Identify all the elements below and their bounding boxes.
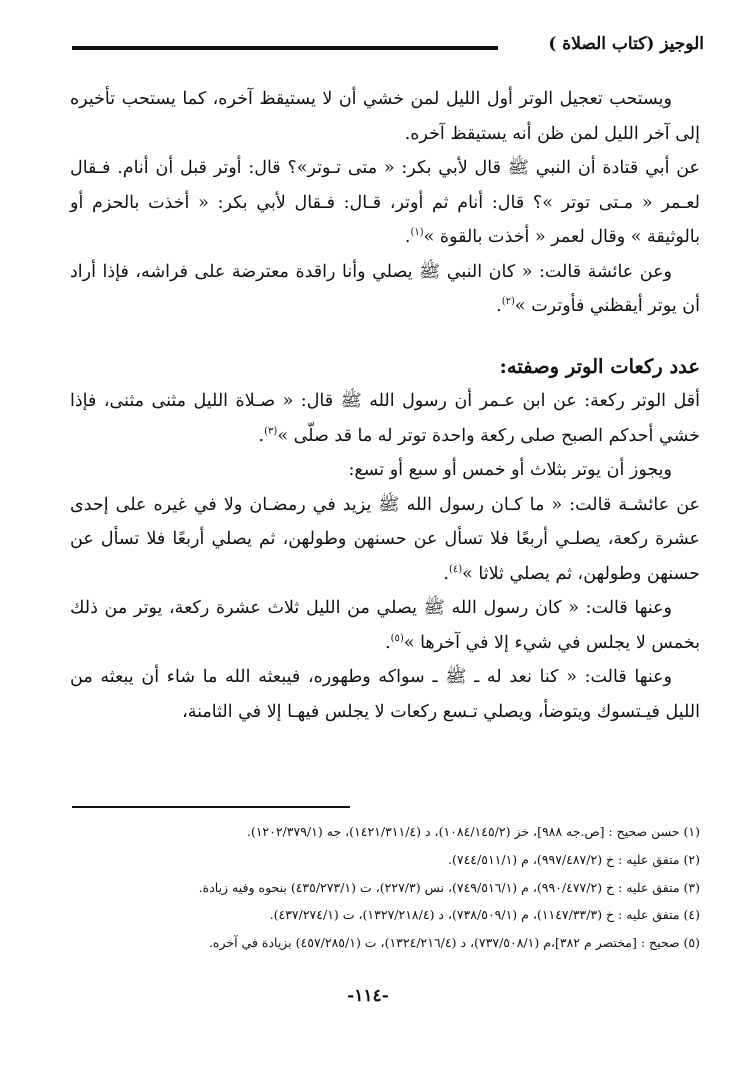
- page-number: -١١٤-: [347, 986, 389, 1006]
- footnote-ref-5[interactable]: (٥): [390, 632, 404, 644]
- paragraph-3: وعن عائشة قالت: « كان النبي ﷺ يصلي وأنا راقدة معترضة على فراشه، فإذا أراد أن يوتر أيقظني فأوترت »$^{(٢)}$.: [70, 261, 700, 316]
- paragraph-7: وعنها قالت: « كان رسول الله ﷺ يصلي من الليل ثلاث عشرة ركعة، يوتر من ذلك بخمس لا يجلس في شيء إلا في آخرها »$^{(٥)}$.: [70, 598, 700, 653]
- paragraph-6: عن عائشـة قالت: « ما كـان رسول الله ﷺ يزيد في رمضـان ولا في غيره على إحدى عشرة ركعة، يصلـي أربعًا فلا تسأل عن حسنهن وطولهن، ثم يصلي أربعًا فلا تسأل عن حسنهن وطولهن، ثم يصلي ثلاثا »$^{(٤)}$.: [70, 494, 700, 584]
- footnote-ref-2[interactable]: (٢): [501, 296, 515, 308]
- footnote-ref-1[interactable]: (١): [410, 227, 424, 239]
- running-header: [72, 34, 704, 62]
- paragraph-4: أقل الوتر ركعة: عن ابن عـمر أن رسول الله ﷺ قال: « صـلاة الليل مثنى مثنى، فإذا خشي أحدكم الصبح صلى ركعة واحدة توتر له ما قد صلّى »$^{(٣)}$.: [70, 391, 700, 446]
- header-title: الوجيز (كتاب الصلاة ): [548, 34, 704, 54]
- footnote-4: (٤) متفق عليه : خ (١١٤٧/٣٣/٣)، م (٧٣٨/٥٠٩/١)، د (١٣٢٧/٢١٨/٤)، ت (٤٣٧/٢٧٤/١).: [269, 907, 700, 923]
- body-text: [70, 82, 700, 729]
- footnote-3: (٣) متفق عليه : خ (٩٩٠/٤٧٧/٢)، م (٧٤٩/٥١٦/١)، نس (٢٢٧/٣)، ت (٤٣٥/٢٧٣/١) بنحوه وفيه زيادة.: [198, 879, 700, 895]
- paragraph-8: وعنها قالت: « كنا نعد له ـ ﷺ ـ سواكه وطهوره، فيبعثه الله ما شاء أن يبعثه من الليل فيـتسوك ويتوضأ، ويصلي تـسع ركعات لا يجلس فيهـا إلا في الثامنة،: [70, 667, 700, 722]
- footnote-ref-3[interactable]: (٣): [264, 425, 278, 437]
- footnote-1: (١) حسن صحيح : [ص.جه ٩٨٨]، خز (١٠٨٤/١٤٥/٢)، د (١٤٢١/٣١١/٤)، جه (١٢٠٢/٣٧٩/١).: [246, 824, 700, 839]
- footnote-2: (٢) متفق عليه : خ (٩٩٧/٤٨٧/٢)، م (٧٤٤/٥١١/١).: [448, 851, 700, 867]
- footnote-5: (٥) صحيح : [مختصر م ٣٨٢]،م (٧٣٧/٥٠٨/١)، د (١٣٢٤/٢١٦/٤)، ت (٤٥٧/٢٨٥/١) بزيادة في آخره.: [208, 935, 700, 951]
- section-heading: عدد ركعات الوتر وصفته:: [499, 354, 700, 378]
- footnote-separator: [72, 806, 350, 808]
- paragraph-1: ويستحب تعجيل الوتر أول الليل لمن خشي أن لا يستيقظ آخره، كما يستحب تأخيره إلى آخر الليل لمن ظن أنه يستيقظ آخره.: [70, 89, 700, 144]
- paragraph-2: عن أبي قتادة أن النبي ﷺ قال لأبي بكر: « متى تـوتر»؟ قال: أوتر قبل أن أنام. فـقال لعـمر « مـتى توتر »؟ قال: أنام ثم أوتر، قـال: فـقال لأبي بكر: « أخذت بالحزم أو بالوثيقة » وقال لعمر « أخذت بالقوة »$^{(١)}$.: [70, 158, 700, 247]
- header-rule: [72, 46, 498, 50]
- footnote-ref-4[interactable]: (٤): [448, 563, 463, 575]
- footnotes: [70, 818, 700, 957]
- paragraph-5: ويجوز أن يوتر بثلاث أو خمس أو سبع أو تسع:: [348, 460, 672, 480]
